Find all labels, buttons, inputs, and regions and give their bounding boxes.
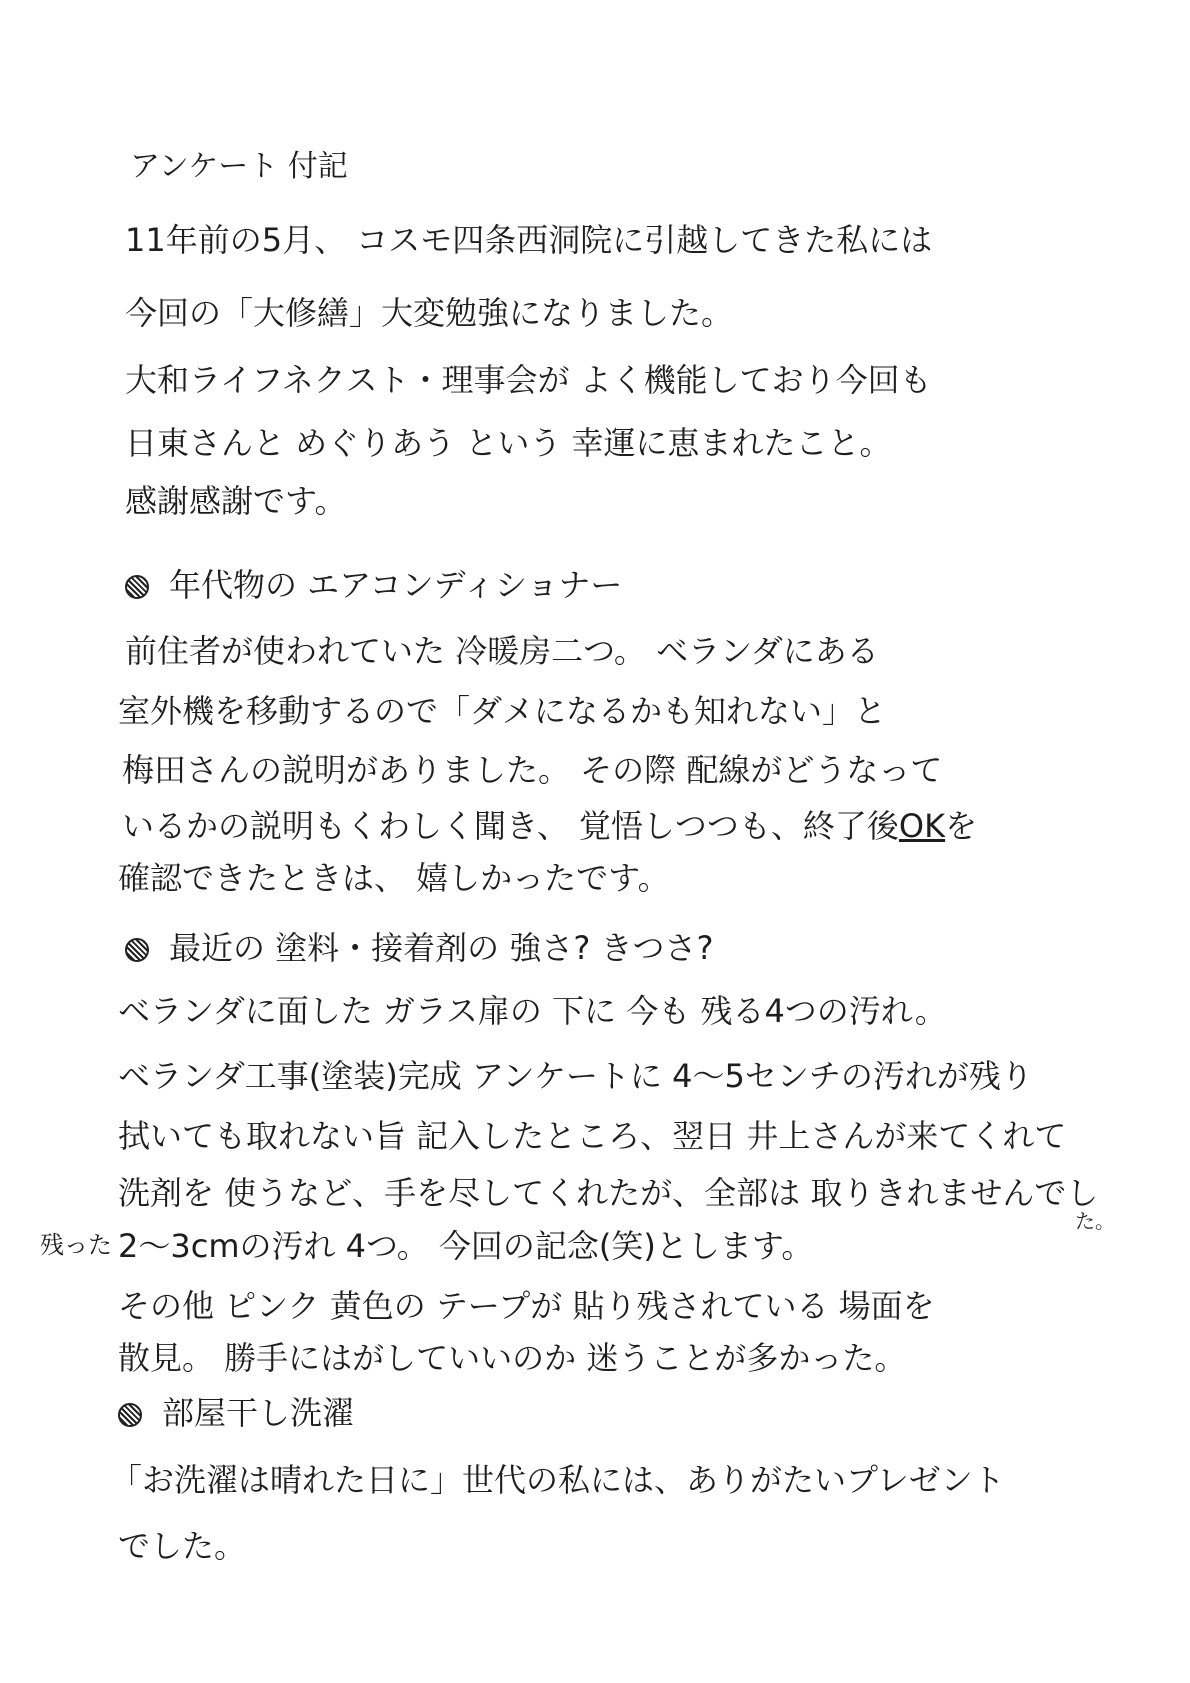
aircon-line-4-text: いるかの説明もくわしく聞き、 覚悟しつつも、終了後 [122, 807, 899, 845]
aircon-line-5: 確認できたときは、 嬉しかったです。 [118, 859, 670, 897]
section-heading-text: 年代物の エアコンディショナー [169, 566, 623, 604]
page-title: アンケート 付記 [130, 149, 348, 184]
bullet-icon [125, 938, 149, 962]
margin-side-note: 残った [40, 1231, 112, 1259]
line-tail-note: た。 [1075, 1209, 1115, 1233]
intro-line-4: 日東さんと めぐりあう という 幸運に恵まれたこと。 [125, 424, 892, 462]
aircon-line-1: 前住者が使われていた 冷暖房二つ。 ベランダにある [125, 632, 879, 670]
intro-line-3: 大和ライフネクスト・理事会が よく機能しており今回も [125, 361, 932, 399]
paint-line-4: 洗剤を 使うなど、手を尽してくれたが、全部は 取りきれませんでし [118, 1174, 1099, 1212]
intro-line-2: 今回の「大修繕」大変勉強になりました。 [125, 294, 734, 332]
aircon-line-4-tail: を [945, 807, 978, 845]
section-heading-text: 最近の 塗料・接着剤の 強さ? きつさ? [169, 929, 714, 967]
aircon-line-4 [122, 808, 977, 845]
bullet-icon [125, 575, 149, 599]
aircon-line-2: 室外機を移動するので「ダメになるかも知れない」と [118, 692, 887, 730]
section-heading-paint [125, 930, 714, 967]
intro-line-5: 感謝感謝です。 [125, 482, 347, 520]
section-heading-aircon [125, 567, 622, 604]
laundry-line-2: でした。 [118, 1527, 247, 1565]
section-heading-laundry [118, 1395, 354, 1432]
paint-line-3: 拭いても取れない旨 記入したところ、翌日 井上さんが来てくれて [118, 1117, 1067, 1155]
laundry-line-1: 「お洗濯は晴れた日に」世代の私には、ありがたいプレゼント [110, 1461, 1005, 1499]
paint-line-5: 2〜3cmの汚れ 4つ。 今回の記念(笑)とします。 [118, 1227, 814, 1265]
paint-line-1: ベランダに面した ガラス扉の 下に 今も 残る4つの汚れ。 [118, 992, 947, 1030]
paint-line-7: 散見。 勝手にはがしていいのか 迷うことが多かった。 [118, 1339, 907, 1377]
ok-underlined: OK [898, 807, 946, 845]
intro-line-1: 11年前の5月、 コスモ四条西洞院に引越してきた私には [125, 221, 933, 259]
bullet-icon [118, 1403, 142, 1427]
aircon-line-3: 梅田さんの説明がありました。 その際 配線がどうなって [122, 751, 943, 789]
paint-line-2: ベランダ工事(塗装)完成 アンケートに 4〜5センチの汚れが残り [118, 1057, 1033, 1095]
section-heading-text: 部屋干し洗濯 [162, 1394, 355, 1432]
paint-line-6: その他 ピンク 黄色の テープが 貼り残されている 場面を [118, 1287, 935, 1325]
